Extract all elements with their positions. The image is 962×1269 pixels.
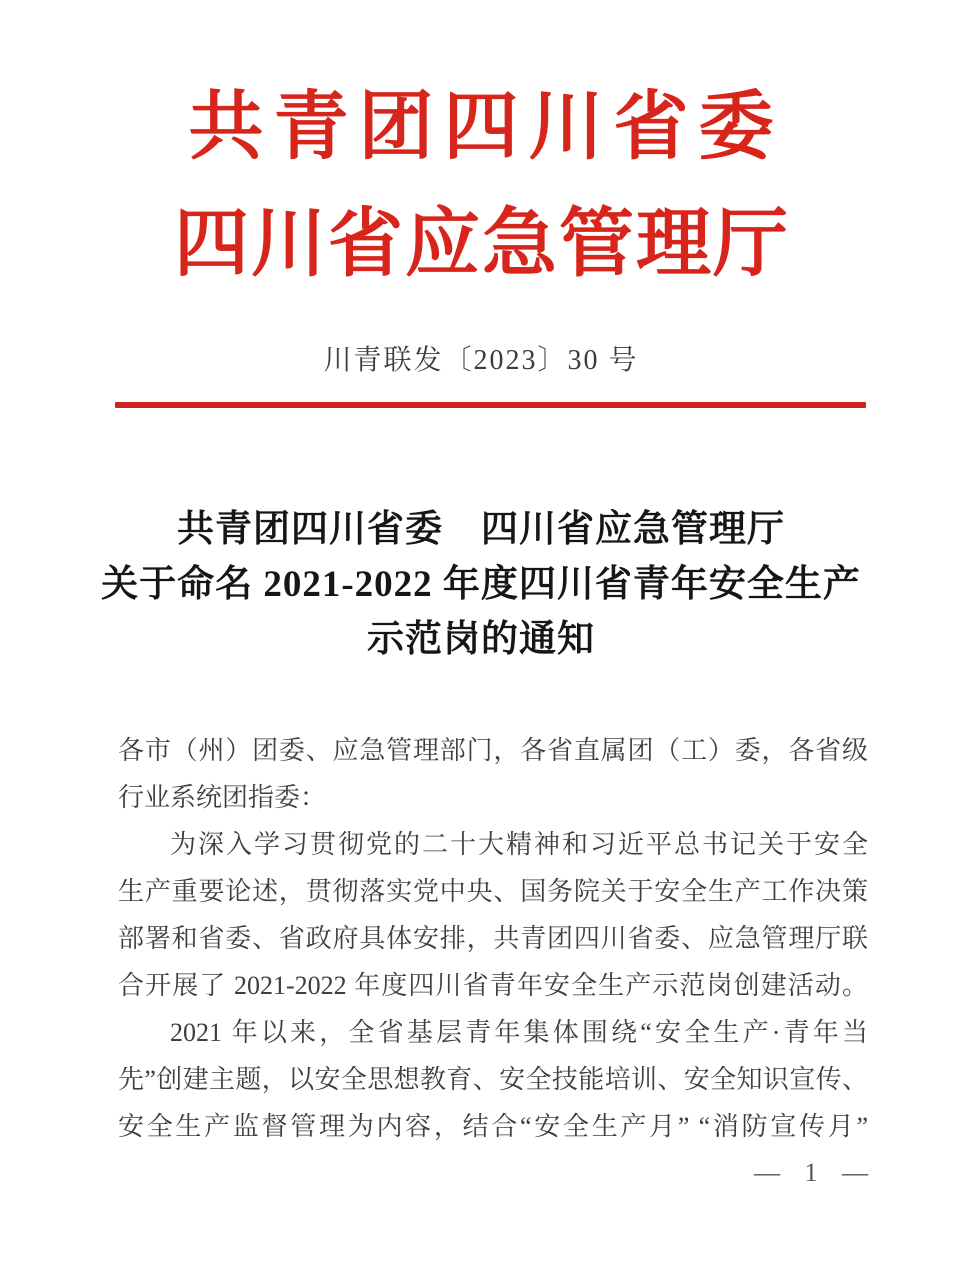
body-text-line: 2021 年以来，全省基层青年集体围绕“安全生产·青年当 xyxy=(170,1018,868,1047)
document-title-line-3: 示范岗的通知 xyxy=(367,619,595,660)
red-divider-rule xyxy=(115,402,866,408)
body-text-line: 为深入学习贯彻党的二十大精神和习近平总书记关于安全 xyxy=(170,830,868,859)
document-number: 川青联发〔2023〕30 号 xyxy=(323,345,639,376)
body-text-line: 行业系统团指委： xyxy=(118,783,327,812)
body-text-line: 生产重要论述，贯彻落实党中央、国务院关于安全生产工作决策 xyxy=(118,877,868,906)
issuing-org-line-1: 共青团四川省委 xyxy=(188,86,784,169)
body-text-block xyxy=(118,727,868,1150)
body-text-line: 部署和省委、省政府具体安排，共青团四川省委、应急管理厅联 xyxy=(118,924,868,953)
issuing-org-line-2: 四川省应急管理厅 xyxy=(173,203,790,286)
document-title xyxy=(0,502,962,667)
document-title-line-1: 共青团四川省委 四川省应急管理厅 xyxy=(177,509,785,550)
body-text-line: 合开展了 2021-2022 年度四川省青年安全生产示范岗创建活动。 xyxy=(118,971,868,1000)
body-text-line: 安全生产监督管理为内容，结合“安全生产月” “消防宣传月” xyxy=(118,1112,868,1141)
page-number: — 1 — xyxy=(754,1158,868,1187)
letterhead xyxy=(0,0,962,286)
body-text-line: 各市（州）团委、应急管理部门，各省直属团（工）委，各省级 xyxy=(118,736,868,765)
body-text-line: 先”创建主题，以安全思想教育、安全技能培训、安全知识宣传、 xyxy=(118,1065,868,1094)
document-title-line-2: 关于命名 2021-2022 年度四川省青年安全生产 xyxy=(101,564,861,605)
